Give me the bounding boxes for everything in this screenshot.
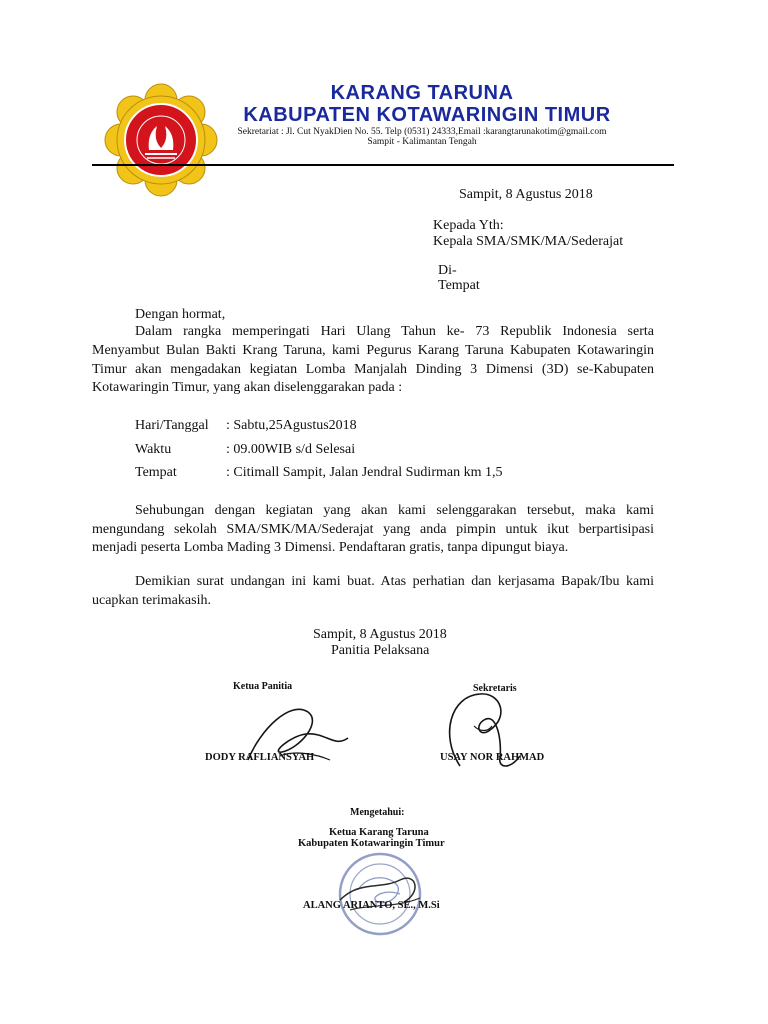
signer-name-left: DODY RAFLIANSYAH bbox=[205, 752, 315, 763]
detail-value: : Citimall Sampit, Jalan Jendral Sudirman km 1,5 bbox=[226, 465, 503, 480]
official-stamp bbox=[300, 850, 450, 946]
para3-line: ucapkan terimakasih. bbox=[92, 593, 211, 608]
committee-name: Panitia Pelaksana bbox=[331, 643, 430, 658]
signer-title-right: Sekretaris bbox=[473, 683, 517, 694]
para2-line: menjadi peserta Lomba Mading 3 Dimensi. Pendaftaran gratis, tanpa dipungut biaya. bbox=[92, 540, 569, 555]
detail-label: Tempat bbox=[135, 465, 177, 480]
header-divider bbox=[92, 164, 674, 166]
ack-title-line1: Ketua Karang Taruna bbox=[329, 827, 429, 838]
org-name: KARANG TARUNA bbox=[330, 82, 514, 104]
para3-line: Demikian surat undangan ini kami buat. Atas perhatian dan kerjasama Bapak/Ibu kami bbox=[135, 574, 654, 589]
para1-line: Dalam rangka memperingati Hari Ulang Tahun ke- 73 Republik Indonesia serta bbox=[135, 324, 654, 339]
signer-title-left: Ketua Panitia bbox=[233, 681, 293, 692]
place-label: Di- bbox=[438, 263, 457, 278]
para1-line: Menyambut Bulan Bakti Krang Taruna, kami Pegurus Karang Taruna Kabupaten Kotawaringin bbox=[92, 343, 654, 358]
karang-taruna-logo bbox=[103, 82, 219, 198]
ack-name: ALANG ARIANTO, SE., M.Si bbox=[303, 900, 440, 911]
place: Tempat bbox=[438, 278, 480, 293]
detail-value: : 09.00WIB s/d Selesai bbox=[226, 442, 356, 457]
recipient-label: Kepada Yth: bbox=[433, 218, 504, 233]
ack-title-line2: Kabupaten Kotawaringin Timur bbox=[298, 838, 445, 849]
para2-line: Sehubungan dengan kegiatan yang akan kami selenggarakan tersebut, maka kami bbox=[135, 503, 654, 518]
para2-line: mengundang sekolah SMA/SMK/MA/Sederajat yang anda pimpin untuk ikut berpartisipasi bbox=[92, 522, 654, 537]
detail-label: Hari/Tanggal bbox=[135, 418, 209, 433]
detail-value: : Sabtu,25Agustus2018 bbox=[226, 418, 357, 433]
address-line-1: Sekretariat : Jl. Cut NyakDien No. 55. Telp (0531) 24333,Email :karangtarunakotim@gmail.com bbox=[237, 127, 607, 137]
address-line-2: Sampit - Kalimantan Tengah bbox=[367, 137, 477, 147]
recipient-name: Kepala SMA/SMK/MA/Sederajat bbox=[433, 234, 624, 249]
greeting: Dengan hormat, bbox=[135, 307, 226, 322]
detail-label: Waktu bbox=[135, 442, 172, 457]
para1-line: Kotawaringin Timur, yang akan diselenggarakan pada : bbox=[92, 380, 403, 395]
acknowledge-label: Mengetahui: bbox=[350, 807, 405, 818]
para1-line: Timur akan mengadakan kegiatan Lomba Manjalah Dinding 3 Dimensi (3D) se-Kabupaten bbox=[92, 362, 654, 377]
closing-date: Sampit, 8 Agustus 2018 bbox=[313, 627, 447, 642]
letter-date: Sampit, 8 Agustus 2018 bbox=[459, 187, 593, 202]
signer-name-right: USAY NOR RAHMAD bbox=[440, 752, 545, 763]
org-region: KABUPATEN KOTAWARINGIN TIMUR bbox=[243, 104, 611, 126]
